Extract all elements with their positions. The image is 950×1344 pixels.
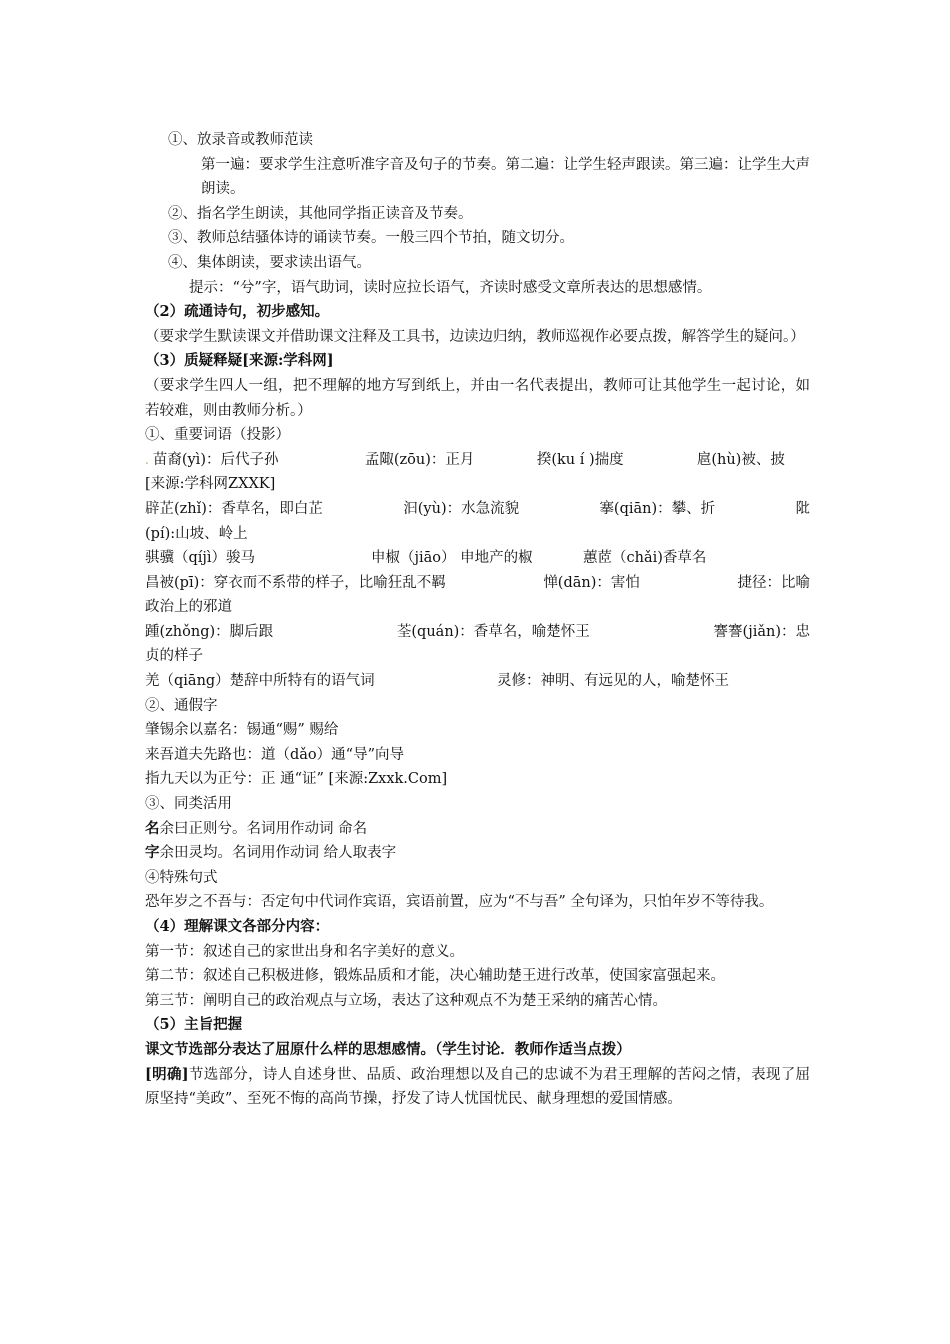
part-1: 第一节：叙述自己的家世出身和名字美好的意义。 [145, 943, 464, 960]
dot-icon: . [145, 452, 149, 467]
vocab-row-4: 昌被(pī)：穿衣而不系带的样子，比喻狂乱不羁 惮(dān)：害怕 捷径：比喻 [145, 574, 810, 591]
vocab-row-3: 骐骥（qíjì）骏马 申椒（jiāo） 申地产的椒 蕙茝（chǎi)香草名 [145, 550, 707, 567]
step-4: ④、集体朗读，要求读出语气。 [168, 254, 371, 271]
step-2: ②、指名学生朗读，其他同学指正读音及节奏。 [168, 205, 473, 222]
vocab-row-5: 踵(zhǒng)：脚后跟 荃(quán)：香草名，喻楚怀王 謇謇(jiǎn)：忠 [145, 623, 810, 640]
sentence-heading: ④特殊句式 [145, 869, 218, 886]
tongjia-2: 来吾道夫先路也：道（dǎo）通“导”向导 [145, 746, 404, 763]
tongjia-3: 指九天以为正兮：正 通“证” [来源:Zxxk.Com] [145, 771, 448, 788]
vocab-row-2-cont: (pí):山坡、岭上 [145, 525, 248, 542]
hint: 提示：“兮”字，语气助词，读时应拉长语气，齐读时感受文章所表达的思想感情。 [189, 279, 712, 296]
part-3: 第三节：阐明自己的政治观点与立场，表达了这种观点不为楚王采纳的痛苦心情。 [145, 992, 667, 1009]
huoyong-1: 名余曰正则兮。名词用作动词 命名 [145, 819, 368, 837]
section-2-heading: （2）疏通诗句，初步感知。 [145, 303, 330, 321]
vocab-heading: ①、重要词语（投影） [145, 427, 290, 444]
tongjia-heading: ②、通假字 [145, 697, 218, 714]
huoyong-heading: ③、同类活用 [145, 796, 232, 813]
vocab-row-2: 辟芷(zhǐ)：香草名，即白芷 汩(yù)：水急流貌 搴(qiān)：攀、折 阰 [145, 500, 810, 517]
document-page [145, 128, 810, 1112]
sentence-example: 恐年岁之不吾与：否定句中代词作宾语，宾语前置，应为“不与吾” 全句译为，只怕年岁不等待我。 [145, 894, 774, 911]
tongjia-1: 肇锡余以嘉名：锡通“赐” 赐给 [145, 722, 339, 739]
section-2-text: （要求学生默读课文并借助课文注释及工具书，边读边归纳，教师巡视作必要点拨，解答学生的疑问。） [145, 328, 805, 345]
step-3: ③、教师总结骚体诗的诵读节奏。一般三四个节拍，随文切分。 [168, 230, 574, 247]
section-5-heading: （5）主旨把握 [145, 1016, 243, 1034]
vocab-row-6: 羌（qiāng）楚辞中所特有的语气词 灵修：神明、有远见的人，喻楚怀王 [145, 673, 729, 690]
step-1-detail: 第一遍：要求学生注意听准字音及句子的节奏。第二遍：让学生轻声跟读。第三遍：让学生大声朗读。 [201, 156, 810, 198]
theme-question: 课文节选部分表达了屈原什么样的思想感情。（学生讨论．教师作适当点拨） [145, 1040, 631, 1058]
theme-answer: [明确]节选部分，诗人自述身世、品质、政治理想以及自己的忠诚不为君王理解的苦闷之情，表现了屈原坚持“美政”、至死不悔的高尚节操，抒发了诗人忧国忧民、献身理想的爱国情感。 [145, 1065, 810, 1108]
vocab-row-4-cont: 政治上的邪道 [145, 599, 232, 616]
section-3-text: （要求学生四人一组，把不理解的地方写到纸上，并由一名代表提出，教师可让其他学生一起讨论，如若较难，则由教师分析。） [145, 377, 810, 419]
huoyong-2: 字余田灵均。名词用作动词 给人取表字 [145, 844, 397, 862]
part-2: 第二节：叙述自己积极进修，锻炼品质和才能，决心辅助楚王进行改革，使国家富强起来。 [145, 968, 725, 985]
source-note-1: [来源:学科网ZXXK] [145, 476, 276, 493]
vocab-row-5-cont: 贞的样子 [145, 648, 203, 665]
step-1: ①、放录音或教师范读 [168, 132, 313, 148]
section-4-heading: （4）理解课文各部分内容： [145, 918, 330, 935]
section-3-heading: （3）质疑释疑[来源:学科网] [145, 352, 334, 370]
vocab-row-1: . 苗裔(yì)：后代子孙 孟陬(zōu)：正月 揆(ku í )揣度 扈(hù)被、披 [145, 448, 810, 473]
